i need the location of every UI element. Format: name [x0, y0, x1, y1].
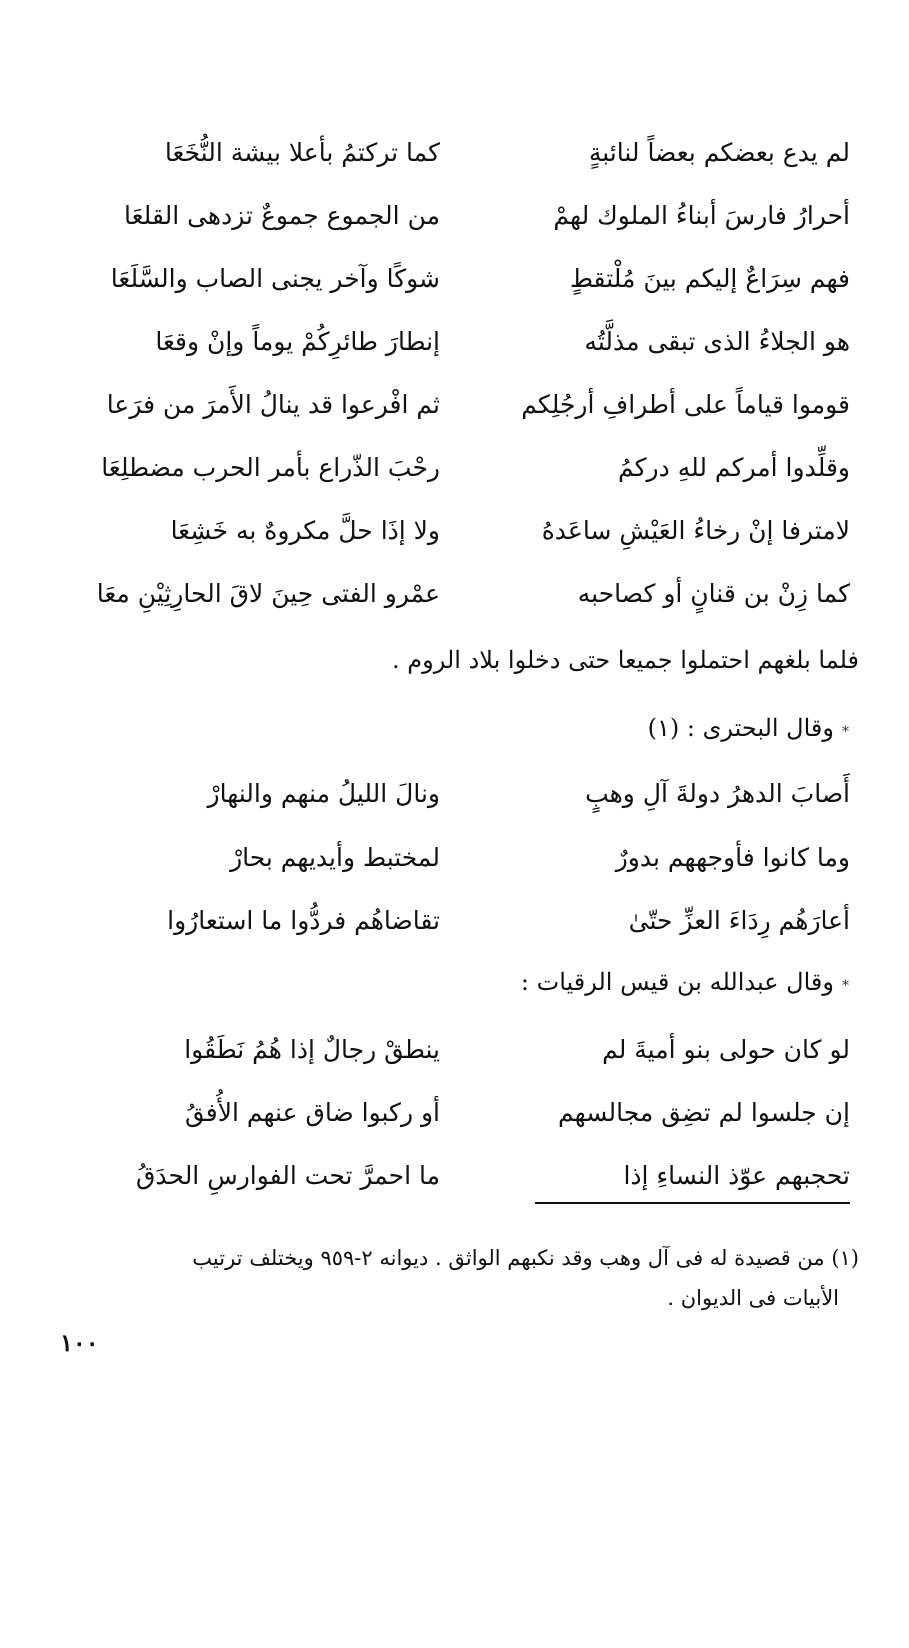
verse-second-hemistich: من الجموع جموعٌ تزدهى القلعَا — [123, 201, 440, 230]
verse-first-hemistich: إن جلسوا لم تضِق مجالسهم — [558, 1098, 850, 1127]
verse-line — [40, 377, 860, 433]
verse-line — [40, 503, 860, 559]
verse-first-hemistich: لامترفا إنْ رخاءُ العَيْشِ ساعَدهُ — [541, 516, 850, 545]
page-number: ١٠٠ — [60, 1328, 99, 1357]
verse-line — [40, 1022, 860, 1078]
verse-first-hemistich: فهم سِرَاعٌ إليكم بينَ مُلْتقطٍ — [569, 264, 850, 293]
verse-second-hemistich: ما احمرَّ تحت الفوارسِ الحدَقُ — [136, 1161, 440, 1190]
verse-line — [40, 766, 860, 822]
verse-second-hemistich: إنطارَ طائرِكُمْ يوماً وإنْ وقعَا — [155, 327, 440, 356]
footnote-line: الأبيات فى الديوان . — [667, 1286, 839, 1310]
verse-line — [40, 314, 860, 370]
verse-line — [40, 125, 860, 181]
verse-first-hemistich: كما زِنْ بن قنانٍ أو كصاحبه — [577, 579, 850, 608]
verse-second-hemistich: ثم افْرعوا قد ينالُ الأَمرَ من فرَعا — [106, 390, 440, 419]
verse-line — [40, 566, 860, 622]
prose-line: فلما بلغهم احتملوا جميعا حتى دخلوا بلاد الروم . — [392, 646, 859, 674]
verse-first-hemistich: هو الجلاءُ الذى تبقى مذلَّتُه — [584, 327, 850, 356]
verse-second-hemistich: ولا إذَا حلَّ مكروهٌ به خَشِعَا — [170, 516, 440, 545]
verse-second-hemistich: ينطقْ رجالٌ إذا هُمُ نَطَقُوا — [184, 1035, 440, 1064]
section-mark-icon: * — [842, 978, 849, 994]
poem-intro-text: وقال البحترى : (١) — [647, 714, 834, 742]
verse-line — [40, 1085, 860, 1141]
verse-line — [40, 251, 860, 307]
verse-second-hemistich: شوكًا وآخر يجنى الصاب والسَّلَعَا — [110, 264, 440, 293]
verse-line — [40, 830, 860, 886]
footnote-divider — [535, 1202, 850, 1204]
section-mark-icon: * — [842, 724, 849, 740]
verse-first-hemistich: أحرارُ فارسَ أبناءُ الملوك لهمْ — [553, 201, 850, 230]
verse-first-hemistich: أعارَهُم رِدَاءَ العزِّ حتّىٰ — [628, 906, 850, 935]
verse-first-hemistich: وما كانوا فأوجههم بدورٌ — [615, 843, 850, 872]
poem-intro-text: وقال عبدالله بن قيس الرقيات : — [520, 968, 834, 996]
verse-first-hemistich: أَصابَ الدهرُ دولةَ آلِ وهبٍ — [585, 779, 850, 808]
verse-first-hemistich: لو كان حولى بنو أميةَ لم — [602, 1035, 850, 1064]
verse-first-hemistich: قوموا قياماً على أطرافِ أرجُلِكم — [521, 390, 850, 419]
verse-second-hemistich: ونالَ الليلُ منهم والنهارْ — [207, 779, 440, 808]
verse-second-hemistich: رحْبَ الذّراع بأمر الحرب مضطلِعَا — [101, 453, 440, 482]
verse-second-hemistich: تقاضاهُم فردُّوا ما استعارُوا — [167, 906, 440, 935]
footnote-line: (١) من قصيدة له فى آل وهب وقد نكبهم الواثق . ديوانه ٢-٩٥٩ ويختلف ترتيب — [192, 1246, 859, 1270]
verse-first-hemistich: وقلِّدوا أمركم للهِ دركمُ — [618, 453, 850, 482]
verse-second-hemistich: لمختبط وأيديهم بحارْ — [230, 843, 440, 872]
verse-line — [40, 188, 860, 244]
verse-second-hemistich: كما تركتمُ بأعلا بيشة النُّخَعَا — [164, 138, 440, 167]
verse-second-hemistich: عمْرو الفتى حِينَ لاقَ الحارِثِيْنِ معَا — [96, 579, 440, 608]
poem-intro — [89, 958, 849, 1010]
poem-intro — [89, 704, 849, 756]
verse-line — [40, 893, 860, 949]
verse-line — [40, 1148, 860, 1204]
verse-first-hemistich: لم يدع بعضكم بعضاً لنائبةٍ — [588, 138, 850, 167]
verse-first-hemistich: تحجبهم عوّذ النساءِ إذا — [623, 1161, 850, 1190]
verse-second-hemistich: أو ركبوا ضاق عنهم الأُفقُ — [184, 1098, 440, 1127]
verse-line — [40, 440, 860, 496]
